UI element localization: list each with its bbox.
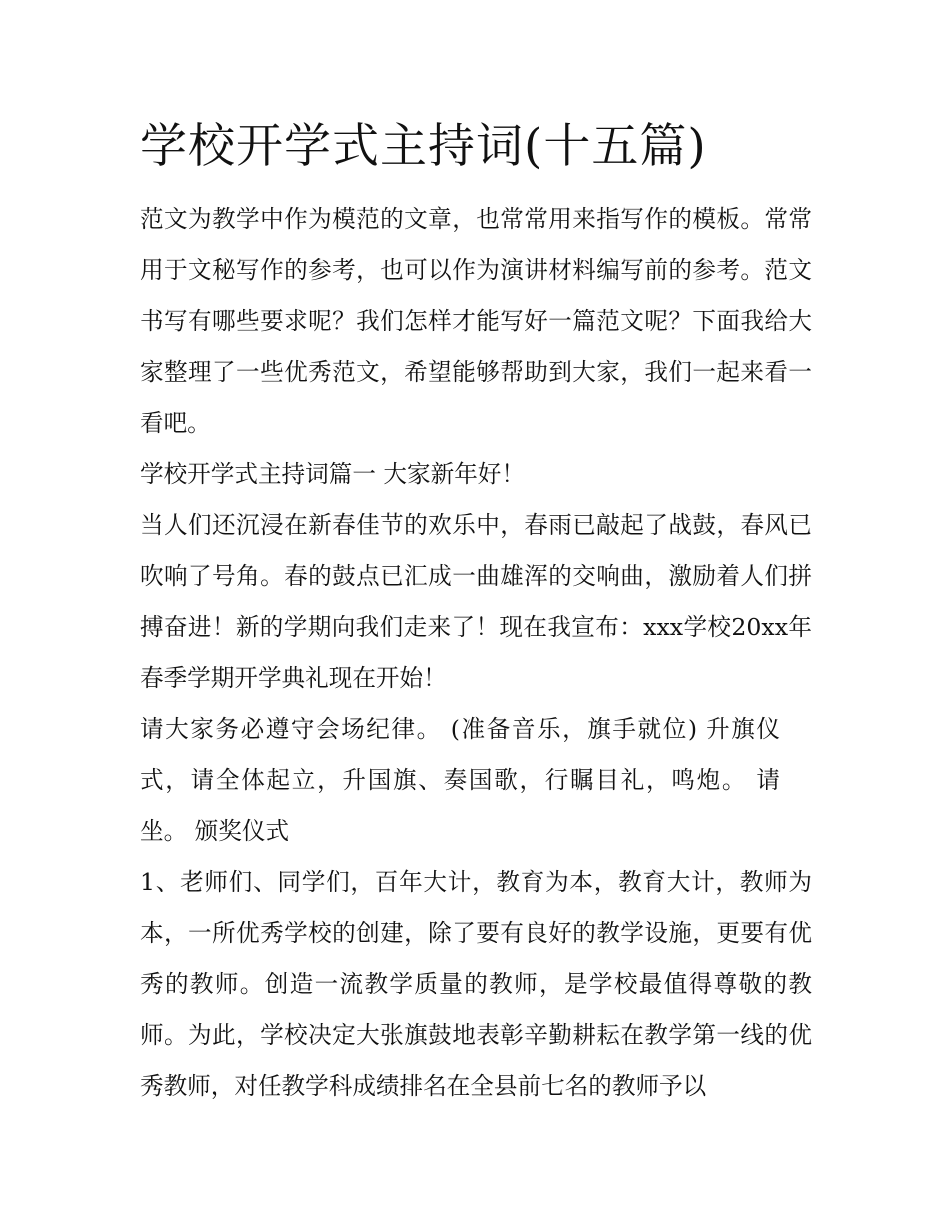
document-title: 学校开学式主持词(十五篇)	[140, 119, 707, 174]
document-page	[140, 112, 812, 1112]
opening-speech-paragraph: 当人们还沉浸在新春佳节的欢乐中，春雨已敲起了战鼓，春风已吹响了号角。春的鼓点已汇成一曲雄浑的交响曲，激励着人们拼搏奋进！新的学期向我们走来了！现在我宣布：xxx学校20xx年春季学期开学典礼现在开始！	[140, 511, 812, 692]
intro-paragraph: 范文为教学中作为模范的文章，也常常用来指写作的模板。常常用于文秘写作的参考，也可以作为演讲材料编写前的参考。范文书写有哪些要求呢？我们怎样才能写好一篇范文呢？下面我给大家整理了一些优秀范文，希望能够帮助到大家，我们一起来看一看吧。	[140, 205, 812, 437]
section-heading-paragraph: 学校开学式主持词篇一 大家新年好！	[140, 460, 525, 488]
award-intro-paragraph: 1、老师们、同学们，百年大计，教育为本，教育大计，教师为本，一所优秀学校的创建，除了要有良好的教学设施，更要有优秀的教师。创造一流教学质量的教师，是学校最值得尊敬的教师。为此，学校决定大张旗鼓地表彰辛勤耕耘在教学第一线的优秀教师，对任教学科成绩排名在全县前七名的教师予以	[140, 868, 812, 1100]
ceremony-procedure-paragraph: 请大家务必遵守会场纪律。 (准备音乐，旗手就位) 升旗仪式，请全体起立，升国旗、奏国歌，行瞩目礼，鸣炮。 请坐。 颁奖仪式	[140, 715, 780, 845]
